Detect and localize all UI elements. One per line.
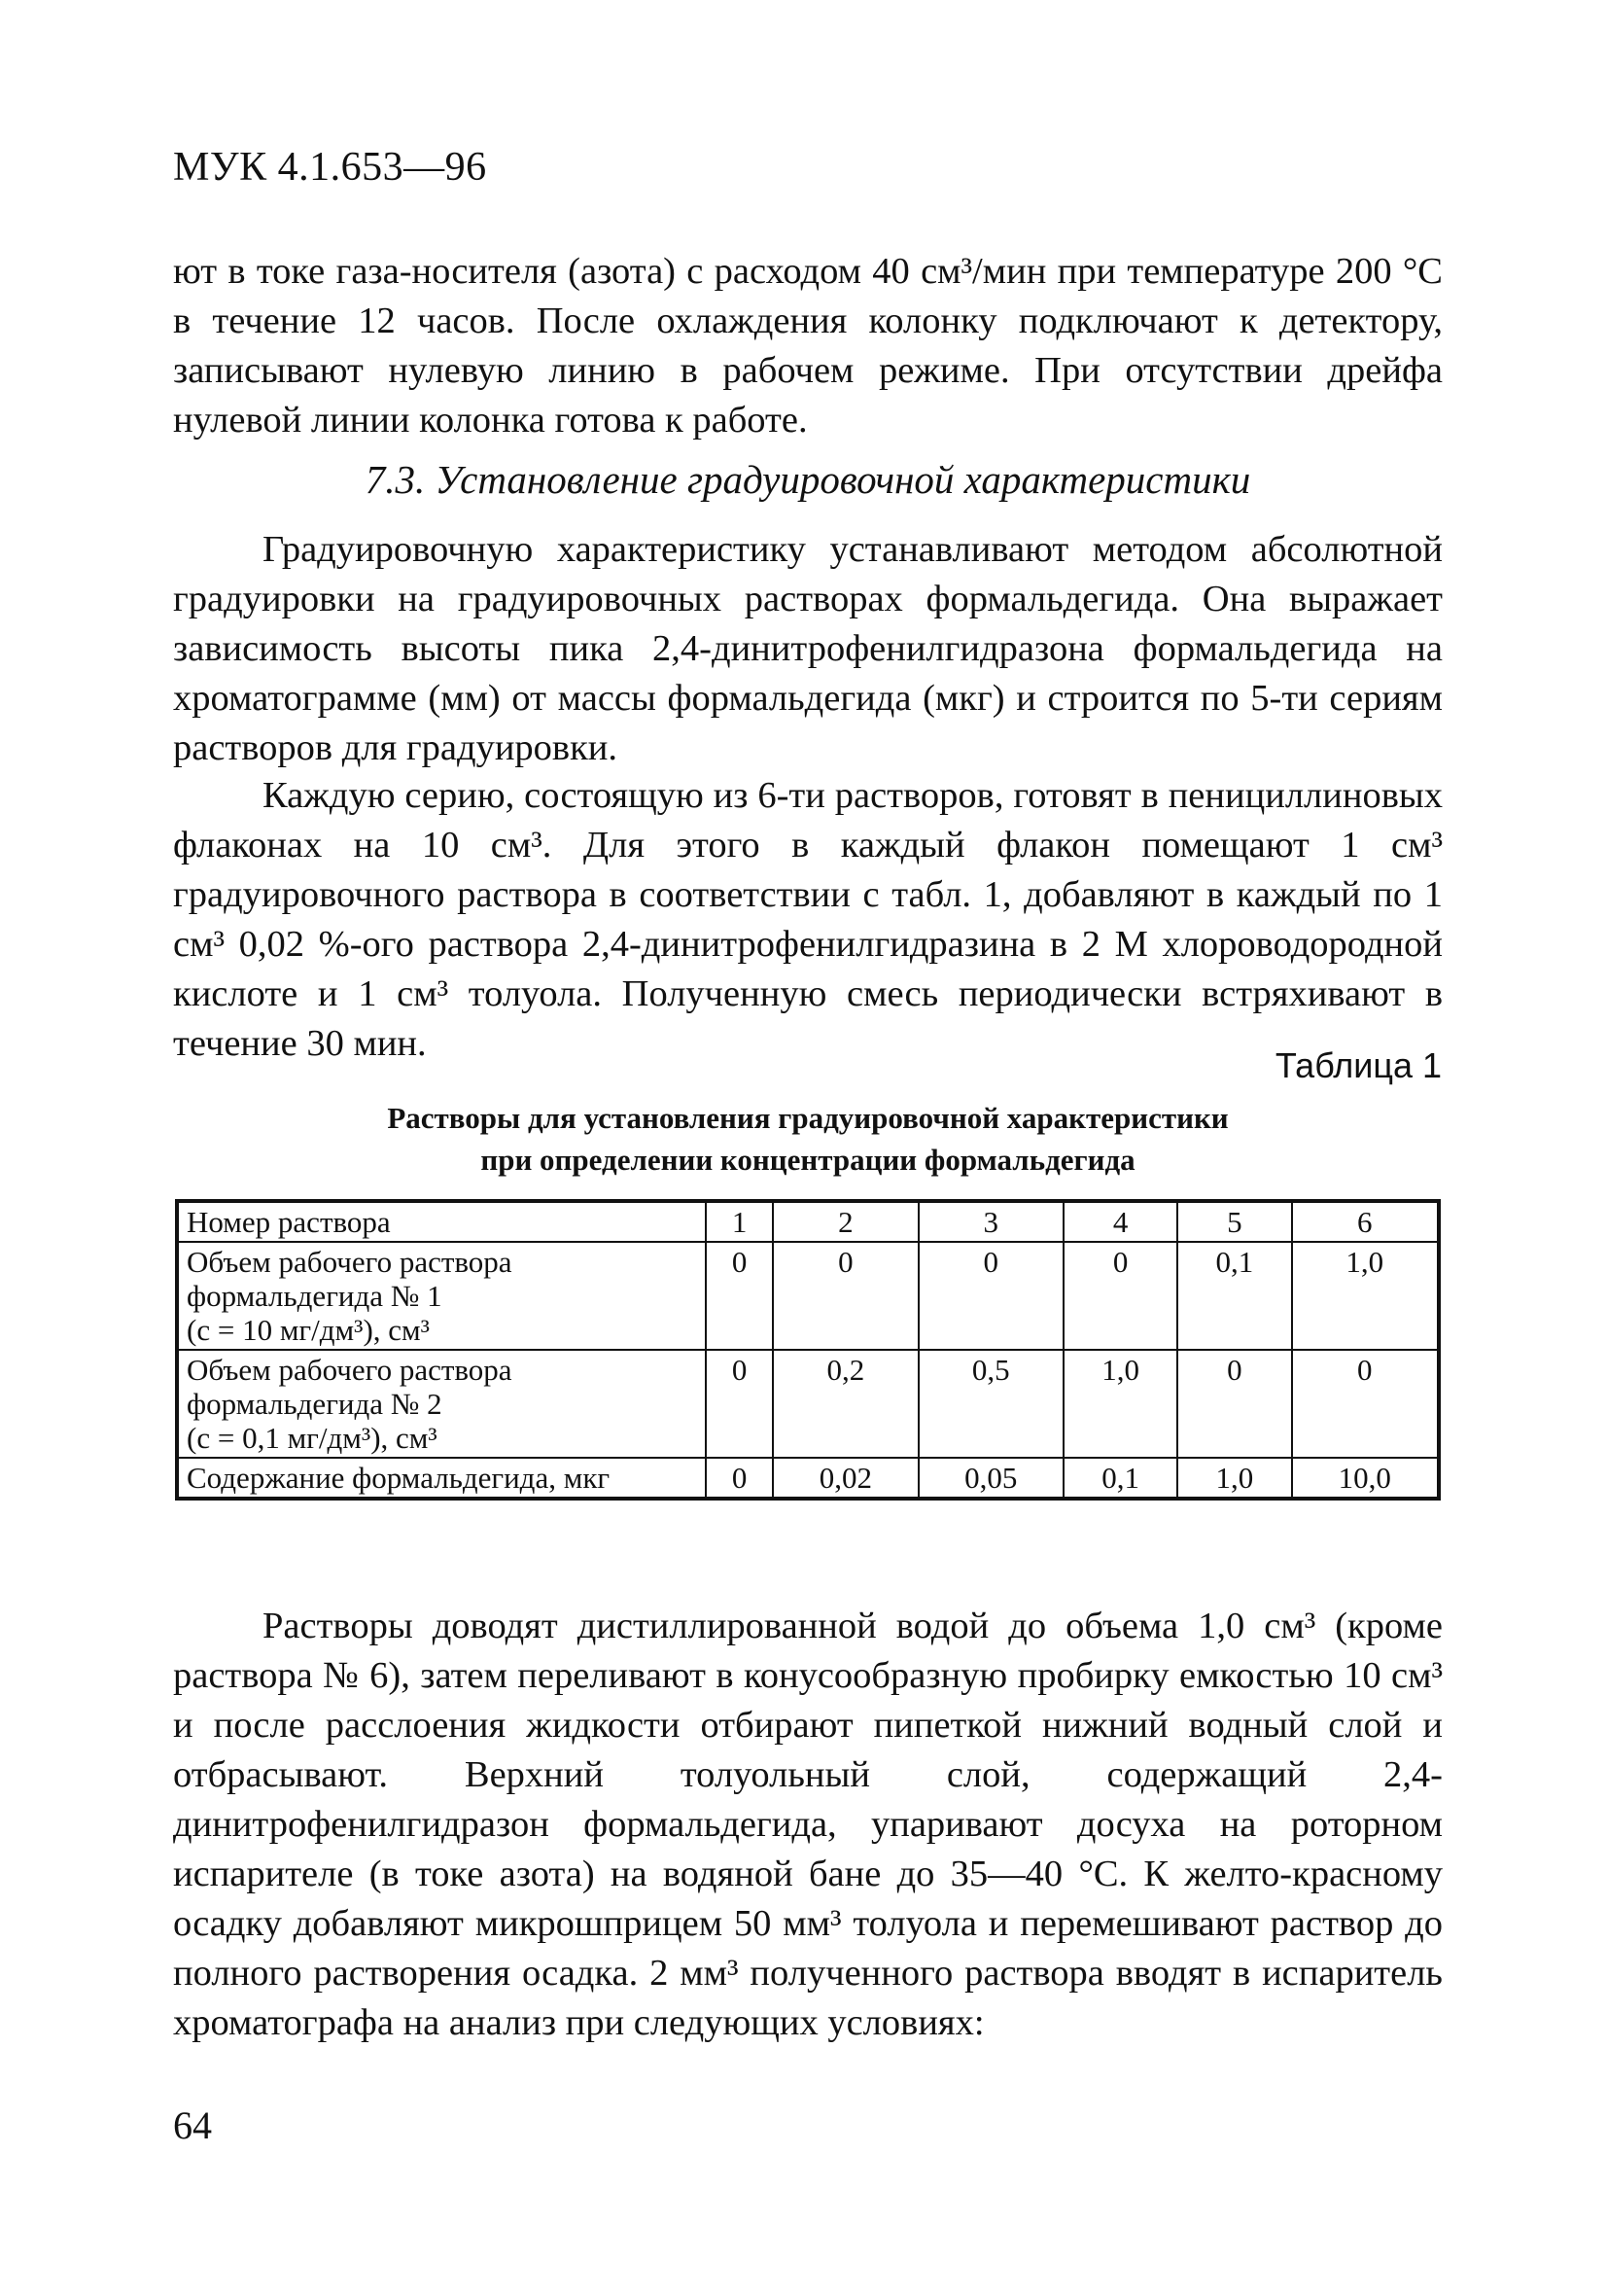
table-title-line: Растворы для установления градуировочной характеристики <box>387 1101 1229 1135</box>
table-cell: 0,2 <box>773 1350 918 1458</box>
row-label-cell <box>177 1242 706 1350</box>
row-label-cell <box>177 1350 706 1458</box>
table-cell: 3 <box>919 1201 1064 1242</box>
row-label-line: Номер раствора <box>187 1205 391 1239</box>
table-cell: 0,1 <box>1064 1458 1177 1499</box>
table-cell: 0,5 <box>919 1350 1064 1458</box>
paragraph-column-conditioning <box>173 247 1443 445</box>
paragraph-series-preparation <box>173 771 1443 1069</box>
table-cell: 1,0 <box>1064 1350 1177 1458</box>
paragraph-text: ют в токе газа-носителя (азота) с расходом 40 см³/мин при температуре 200 °С в течение 12 часов. После охлаждения колонку подключают к детектору, записывают нулевую линию в рабочем режиме. При отсутствии дрейфа нулевой линии колонка готова к работе. <box>173 251 1443 441</box>
table-label: Таблица 1 <box>1275 1045 1442 1085</box>
table-cell: 0 <box>706 1242 773 1350</box>
table-cell: 0 <box>706 1350 773 1458</box>
paragraph-text: Градуировочную характеристику устанавливают методом абсолютной градуировки на градуировочных растворах формальдегида. Она выражает зависимость высоты пика 2,4-динитрофенилгидразона формальдегида на хроматограмме (мм) от массы формальдегида (мкг) и строится по 5-ти сериям растворов для градуировки. <box>173 529 1443 768</box>
calibration-solutions-table <box>175 1199 1441 1501</box>
table-cell: 1,0 <box>1292 1242 1439 1350</box>
table-row <box>177 1350 1439 1458</box>
table-cell: 10,0 <box>1292 1458 1439 1499</box>
table-row <box>177 1201 1439 1242</box>
page-number: 64 <box>173 2103 212 2147</box>
row-label-line: формальдегида № 2 <box>187 1387 442 1421</box>
table-row <box>177 1242 1439 1350</box>
table-cell: 0,05 <box>919 1458 1064 1499</box>
table-cell: 0 <box>1177 1350 1291 1458</box>
table-cell: 0 <box>773 1242 918 1350</box>
row-label-line: (с = 10 мг/дм³), см³ <box>187 1313 430 1347</box>
table-row <box>177 1458 1439 1499</box>
paragraph-text: Каждую серию, состоящую из 6-ти растворов, готовят в пенициллиновых флаконах на 10 см³. Для этого в каждый флакон помещают 1 см³ градуировочного раствора в соответствии с табл. 1, добавляют в каждый по 1 см³ 0,02 %-ого раствора 2,4-динитрофенилгидразина в 2 М хлороводородной кислоте и 1 см³ толуола. Полученную смесь периодически встряхивают в течение 30 мин. <box>173 775 1443 1064</box>
row-label-line: Объем рабочего раствора <box>187 1353 512 1387</box>
table-cell: 0,1 <box>1177 1242 1291 1350</box>
section-title: 7.3. Установление градуировочной характеристики <box>365 457 1251 502</box>
row-label-line: формальдегида № 1 <box>187 1279 442 1313</box>
table-cell: 2 <box>773 1201 918 1242</box>
paragraph-text: Растворы доводят дистиллированной водой до объема 1,0 см³ (кроме раствора № 6), затем переливают в конусообразную пробирку емкостью 10 см³ и после расслоения жидкости отбирают пипеткой нижний водный слой и отбрасывают. Верхний толуольный слой, содержащий 2,4-динитрофенилгидразон формальдегида, упаривают досуха на роторном испарителе (в токе азота) на водяной бане до 35—40 °С. К желто-красному осадку добавляют микрошприцем 50 мм³ толуола и перемешивают раствор до полного растворения осадка. 2 мм³ полученного раствора вводят в испаритель хроматографа на анализ при следующих условиях: <box>173 1606 1443 2043</box>
row-label-line: Объем рабочего раствора <box>187 1245 512 1279</box>
table-title-line: при определении концентрации формальдегида <box>480 1143 1135 1177</box>
row-label-line: (с = 0,1 мг/дм³), см³ <box>187 1421 437 1455</box>
paragraph-calibration-method <box>173 525 1443 773</box>
table-cell: 0 <box>706 1458 773 1499</box>
table-cell: 6 <box>1292 1201 1439 1242</box>
table-cell: 5 <box>1177 1201 1291 1242</box>
document-header: МУК 4.1.653—96 <box>173 145 487 190</box>
table-cell: 1,0 <box>1177 1458 1291 1499</box>
table-title <box>173 1097 1443 1181</box>
table-cell: 1 <box>706 1201 773 1242</box>
table-cell: 0 <box>1064 1242 1177 1350</box>
table-cell: 0,02 <box>773 1458 918 1499</box>
row-label-cell <box>177 1458 706 1499</box>
paragraph-sample-processing <box>173 1602 1443 2048</box>
table-cell: 0 <box>919 1242 1064 1350</box>
row-label-cell <box>177 1201 706 1242</box>
row-label-line: Содержание формальдегида, мкг <box>187 1461 611 1495</box>
table-cell: 4 <box>1064 1201 1177 1242</box>
table-cell: 0 <box>1292 1350 1439 1458</box>
